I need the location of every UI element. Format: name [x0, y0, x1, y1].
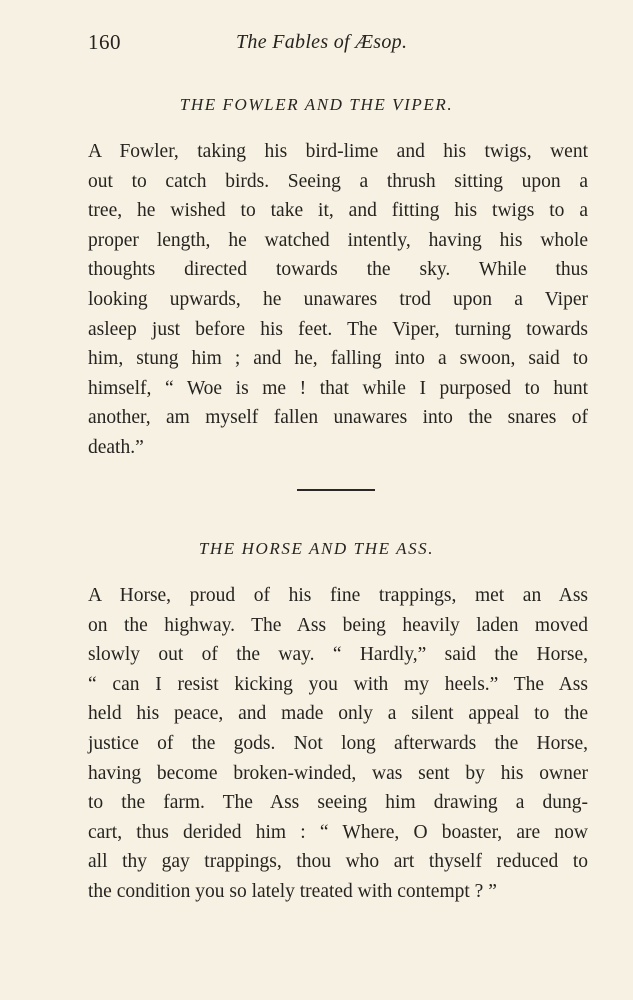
- page-header: [88, 30, 589, 62]
- running-head: The Fables of Æsop.: [236, 31, 408, 53]
- text-line: the condition you so lately treated with contempt ? ”: [88, 880, 497, 902]
- section-divider: [297, 489, 375, 491]
- text-line: asleep just before his feet. The Viper, turning towards: [88, 318, 588, 340]
- text-line: himself, “ Woe is me ! that while I purposed to hunt: [88, 377, 588, 399]
- page-number: 160: [88, 30, 121, 54]
- text-line: on the highway. The Ass being heavily laden moved: [88, 614, 588, 636]
- text-line: thoughts directed towards the sky. While thus: [88, 259, 588, 281]
- text-line: “ can I resist kicking you with my heels.” The Ass: [88, 673, 588, 695]
- text-line: looking upwards, he unawares trod upon a Viper: [88, 288, 588, 310]
- text-line: having become broken-winded, was sent by his owner: [88, 762, 588, 784]
- text-line: all thy gay trappings, thou who art thyself reduced to: [88, 851, 588, 873]
- fable-title-horse-and-ass: THE HORSE AND THE ASS.: [198, 539, 435, 558]
- text-line: proper length, he watched intently, having his whole: [88, 229, 588, 251]
- text-line: death.”: [88, 436, 144, 458]
- text-line: to the farm. The Ass seeing him drawing a dung-: [88, 792, 588, 814]
- text-line: A Horse, proud of his fine trappings, met an Ass: [88, 585, 588, 606]
- fable-text-horse-and-ass: [88, 581, 588, 907]
- text-line: out to catch birds. Seeing a thrush sitting upon a: [88, 170, 588, 192]
- text-line: justice of the gods. Not long afterwards the Horse,: [88, 732, 588, 754]
- fable-title-fowler-and-viper: THE FOWLER AND THE VIPER.: [179, 95, 454, 114]
- text-line: tree, he wished to take it, and fitting his twigs to a: [88, 200, 588, 222]
- text-line: him, stung him ; and he, falling into a swoon, said to: [88, 348, 588, 370]
- text-line: slowly out of the way. “ Hardly,” said the Horse,: [88, 644, 588, 666]
- text-line: cart, thus derided him : “ Where, O boaster, are now: [88, 821, 588, 843]
- text-line: A Fowler, taking his bird-lime and his twigs, went: [88, 141, 588, 162]
- fable-text-fowler-and-viper: [88, 137, 588, 463]
- text-line: another, am myself fallen unawares into the snares of: [88, 407, 588, 429]
- text-line: held his peace, and made only a silent appeal to the: [88, 703, 588, 725]
